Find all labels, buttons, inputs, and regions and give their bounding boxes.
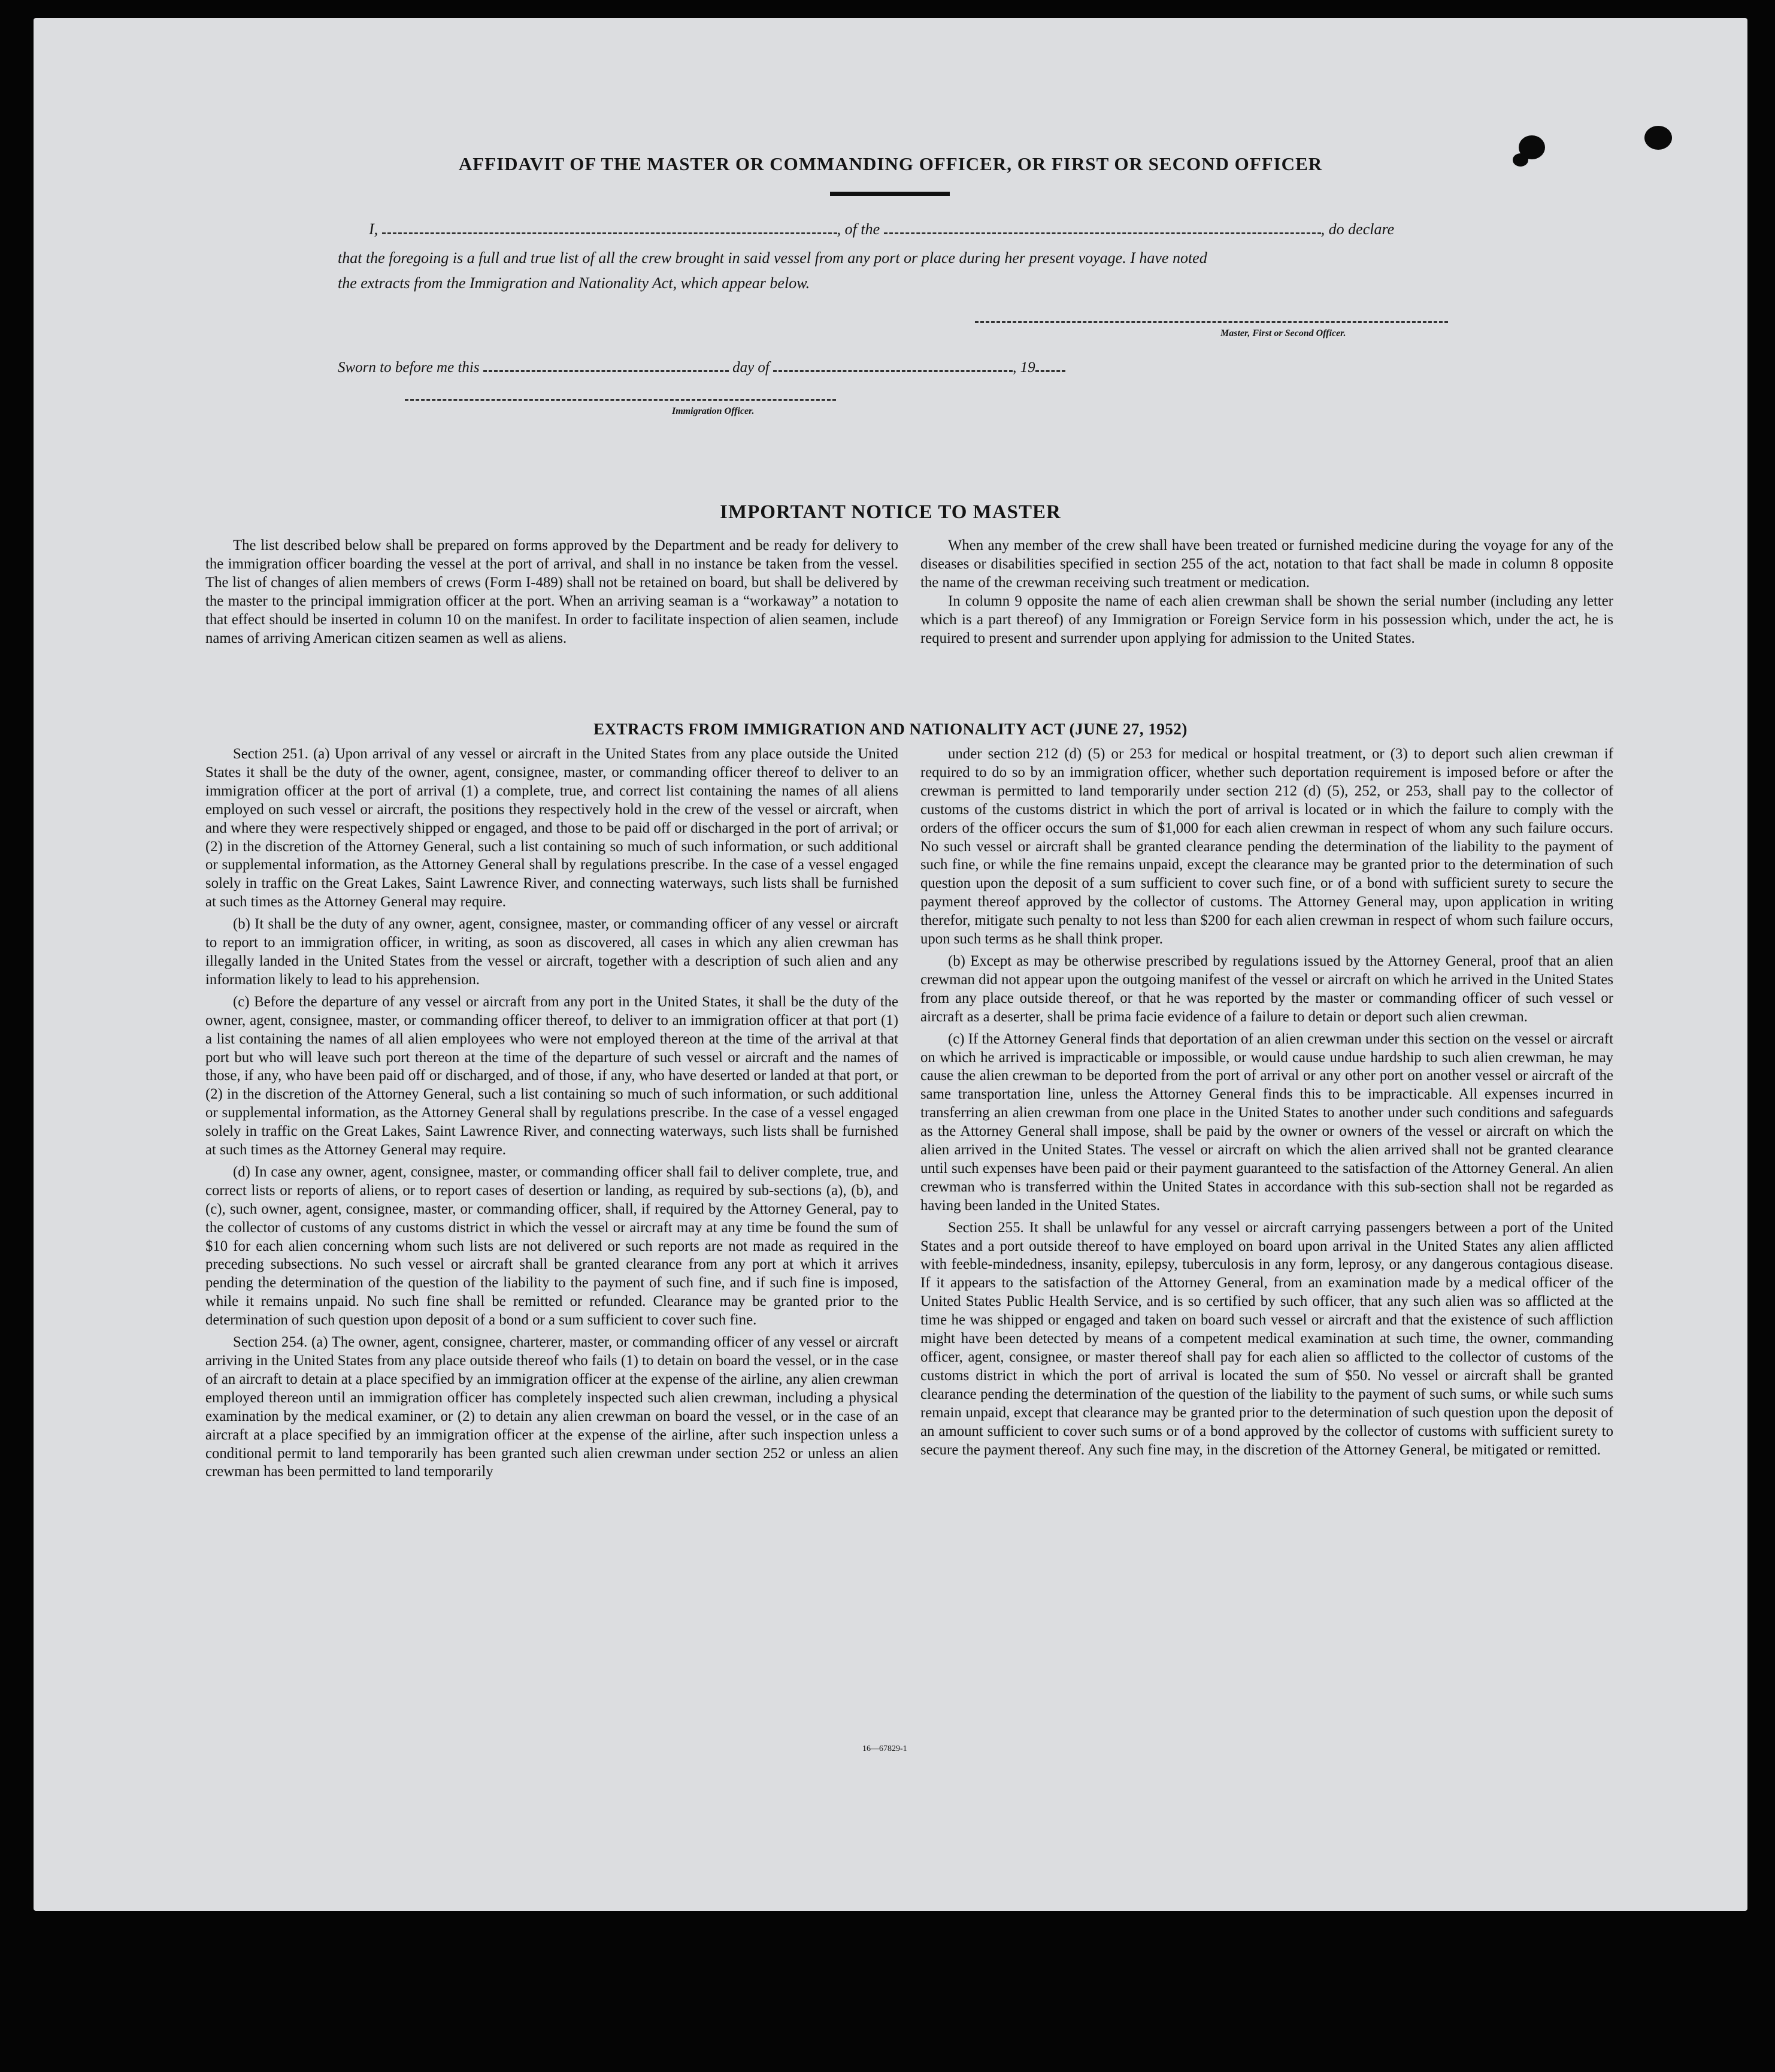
declaration-text: that the foregoing is a full and true list of all the crew brought in said vessel from any port or place during her present voyage. I have noted (338, 249, 1207, 267)
officer-signature-field[interactable] (405, 399, 836, 401)
sworn-line (338, 359, 1065, 376)
title-rule (830, 192, 950, 196)
section-paragraph: Section 255. It shall be unlawful for any vessel or aircraft carrying passengers between a port of the United States and a port outside thereof to have employed on board upon arrival in the United States any alien afflicted with feeble-mindedness, insanity, epilepsy, tuberculosis in any form, leprosy, or any dangerous contagious disease. If it appears to the satisfaction of the Attorney General, from an examination made by a medical officer of the United States Public Health Service, and is so certified by such officer, that any such alien was so afflicted at the time he was shipped or engaged and taken on board such vessel or aircraft and that the existence of such affliction might have been detected by means of a competent medical examination at such time, the owner, commanding officer, agent, consignee, or master thereof shall pay for each alien so afflicted to the collector of customs of the customs district in which the port of arrival is located the sum of $50. No vessel or aircraft shall be granted clearance pending the determination of the question of the liability to the payment of such sums, or while such sums remain unpaid, except that clearance may be granted prior to the determination of such question upon the deposit of an amount sufficient to cover such sums or of a bond approved by the collector of customs with sufficient surety to secure the payment thereof. Any such fine may, in the discretion of the Attorney General, be mitigated or remitted. (920, 1219, 1613, 1458)
officer-caption: Immigration Officer. (672, 406, 755, 416)
year-label: , 19 (1013, 359, 1035, 376)
declaration-line (369, 220, 1483, 238)
vessel-name-field[interactable] (884, 222, 1321, 234)
ink-blot (1644, 126, 1672, 150)
section-paragraph: (c) Before the departure of any vessel or aircraft from any port in the United States, it shall be the duty of the owner, agent, consignee, master, or commanding officer thereof, to deliver to an immigration officer at that port (1) a list containing the names of all alien employees who were not employed thereon at the time of the arrival at that port but who will leave such port thereon at the time of the departure of such vessel or aircraft and the names of those, if any, who have been paid off or discharged, and of those, if any, who have deserted or landed at that port, or (2) in the discretion of the Attorney General, such a list containing so much of such information, or such additional or supplemental information, as the Attorney General shall by regulations prescribe. In the case of a vessel engaged solely in traffic on the Great Lakes, Saint Lawrence River, and connecting waterways, such lists shall be furnished at such times as the Attorney General may require. (205, 993, 898, 1158)
section-paragraph: (d) In case any owner, agent, consignee, master, or commanding officer shall fail to deliver complete, true, and correct lists or reports of aliens, or to report cases of desertion or landing, as required by sub-sections (a), (b), and (c), such owner, agent, consignee, master, or commanding officer, shall, if required by the Attorney General, pay to the collector of customs of any customs district in which the vessel or aircraft may at any time be found the sum of $10 for each alien concerning whom such lists are not delivered or such reports are not made as required in the preceding subsections. No such vessel or aircraft shall be granted clearance from any port at which it arrives pending the determination of the question of the liability to the payment of such fine, and if such fine is imposed, while it remains unpaid. No such fine shall be remitted or refunded. Clearance may be granted prior to the determination of such question upon deposit of a bond or a sum sufficient to cover such fine. (205, 1163, 898, 1329)
notice-left-column (205, 537, 898, 648)
extracts-right-column (920, 745, 1613, 1459)
declarant-name-field[interactable] (382, 222, 837, 234)
notice-paragraph: When any member of the crew shall have been treated or furnished medicine during the voyage for any of the diseases or disabilities specified in section 255 of the act, notation to that fact shall be made in column 8 opposite the name of the crewman receiving such treatment or medication. (920, 537, 1613, 591)
sworn-label: Sworn to before me this (338, 359, 480, 376)
master-caption: Master, First or Second Officer. (1220, 328, 1346, 338)
section-paragraph: under section 212 (d) (5) or 253 for medical or hospital treatment, or (3) to deport such alien crewman if required to do so by an immigration officer, whether such deportation requirement is imposed before or after the crewman is permitted to land temporarily under section 212 (d) (5), 252, or 253, shall pay to the collector of customs of the customs district in which the port of arrival is located or in which the failure to comply with the orders of the officer occurs the sum of $1,000 for each alien crewman in respect of whom any such failure occurs. No such vessel or aircraft shall be granted clearance pending the determination of the liability to the payment of such fine, or while the fine remains unpaid, except the clearance may be granted prior to the determination of such question upon the deposit of a sum sufficient to cover such fine, or of a bond with sufficient surety to secure the payment thereof approved by the collector of customs. The Attorney General may, upon application in writing therefor, mitigate such penalty to not less than $200 for each alien crewman in respect of whom such failure occurs, upon such terms as he shall think proper. (920, 746, 1613, 948)
section-paragraph: (b) Except as may be otherwise prescribed by regulations issued by the Attorney General, proof that an alien crewman did not appear upon the outgoing manifest of the vessel or aircraft on which he arrived in the United States from any place outside thereof, or that he was reported by the master or commanding officer of such vessel or aircraft as a deserter, shall be prima facie evidence of a failure to detain or deport such alien crewman. (920, 952, 1613, 1025)
notice-right-column (920, 537, 1613, 648)
notice-paragraph: In column 9 opposite the name of each alien crewman shall be shown the serial number (including any letter which is a part thereof) of any Immigration or Foreign Service form in his possession which, under the act, he is required to present and surrender upon applying for admission to the United States. (920, 592, 1613, 646)
sworn-year-field[interactable] (1035, 359, 1065, 372)
declare-label: , do declare (1320, 220, 1395, 238)
extracts-left-column (205, 745, 898, 1481)
affidavit-title: AFFIDAVIT OF THE MASTER OR COMMANDING OFFICER, OR FIRST OR SECOND OFFICER (458, 153, 1323, 174)
vessel-label: , of the (837, 220, 880, 238)
notice-title: IMPORTANT NOTICE TO MASTER (720, 501, 1061, 523)
section-paragraph: (c) If the Attorney General finds that deportation of an alien crewman under this section on the vessel or aircraft on which he arrived is impracticable or impossible, or would cause undue hardship to such alien crewman, he may cause the alien crewman to be deported from the port of arrival or any other port on another vessel or aircraft of the same transportation line, unless the Attorney General finds this to be impracticable. All expenses incurred in transferring an alien crewman from one place in the United States to another under such conditions and safeguards as the Attorney General shall impose, shall be paid by the owner or owners of the vessel or aircraft on which the alien arrived in the United States. The vessel or aircraft on which the alien arrived shall not be granted clearance until such expenses have been paid or their payment guaranteed to the satisfaction of the Attorney General. An alien crewman who is transferred within the United States in accordance with this sub-section shall not be regarded as having been landed in the United States. (920, 1030, 1613, 1214)
notice-paragraph: The list described below shall be prepared on forms approved by the Department and be ready for delivery to the immigration officer boarding the vessel at the port of arrival, and shall in no instance be taken from the vessel. The list of changes of alien members of crews (Form I-489) shall not be retained on board, but shall be delivered by the master to the principal immigration officer at the port. When an arriving seaman is a “workaway” a notation to that effect should be inserted in column 10 on the manifest. In order to facilitate inspection of alien seamen, include names of arriving American citizen seamen as well as aliens. (205, 537, 898, 646)
declaration-text: the extracts from the Immigration and Nationality Act, which appear below. (338, 274, 810, 292)
sworn-month-field[interactable] (773, 359, 1013, 372)
master-signature-field[interactable] (975, 321, 1448, 323)
section-paragraph: (b) It shall be the duty of any owner, agent, consignee, master, or commanding officer of any vessel or aircraft to report to an immigration officer, in writing, as soon as discovered, all cases in which any alien crewman has illegally landed in the United States from the vessel or aircraft, together with a description of such alien and any information likely to lead to his apprehension. (205, 916, 898, 988)
section-paragraph: Section 254. (a) The owner, agent, consignee, charterer, master, or commanding officer of any vessel or aircraft arriving in the United States from any place outside thereof who fails (1) to detain on board the vessel, or in the case of an aircraft to detain at a place specified by an immigration officer at the expense of the airline, any alien crewman employed thereon until an immigration officer has completely inspected such alien crewman, including a physical examination by the medical examiner, or (2) to detain any alien crewman on board the vessel, or in the case of an aircraft at a place specified by an immigration officer at the expense of the airline, after such inspection unless a conditional permit to land temporarily has been granted such alien crewman under section 252 or unless an alien crewman has been permitted to land temporarily (205, 1334, 898, 1480)
extracts-title: EXTRACTS FROM IMMIGRATION AND NATIONALITY ACT (JUNE 27, 1952) (593, 720, 1188, 738)
day-of-label: day of (732, 359, 770, 376)
declarant-label: I, (369, 220, 378, 238)
sworn-day-field[interactable] (483, 359, 729, 372)
form-number: 16—67829-1 (862, 1744, 907, 1753)
document-page (34, 18, 1747, 1911)
section-paragraph: Section 251. (a) Upon arrival of any vessel or aircraft in the United States from any place outside the United States it shall be the duty of the owner, agent, consignee, master, or commanding officer thereof to deliver to an immigration officer at the port of arrival (1) a complete, true, and correct list containing the names of all aliens employed on such vessel or aircraft, the positions they respectively hold in the crew of the vessel or aircraft, when and where they were respectively shipped or engaged, and those to be paid off or discharged in the port of arrival; or (2) in the discretion of the Attorney General, such a list containing so much of such information, or such additional or supplemental information, as the Attorney General shall by regulations prescribe. In the case of a vessel engaged solely in traffic on the Great Lakes, Saint Lawrence River, and connecting waterways, such lists shall be furnished at such times as the Attorney General may require. (205, 746, 898, 911)
